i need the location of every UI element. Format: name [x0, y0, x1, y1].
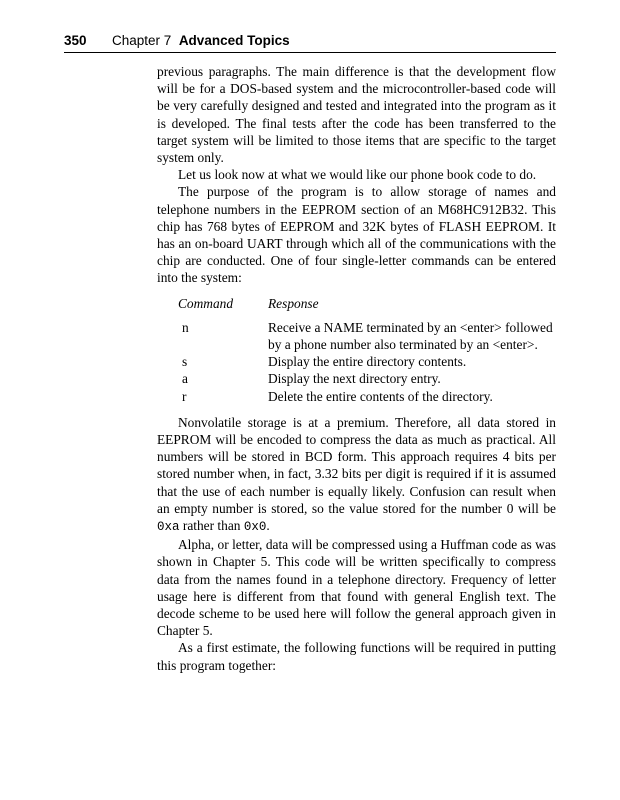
- command-response: Display the next directory entry.: [268, 371, 441, 387]
- command-key: r: [182, 388, 187, 404]
- code-literal: 0xa: [157, 520, 180, 535]
- command-response: Display the entire directory contents.: [268, 354, 467, 370]
- command-response: Receive a NAME terminated by an <enter> followed by a phone number also terminated by an <enter>.: [268, 319, 553, 353]
- paragraph-text: rather than: [179, 518, 244, 534]
- command-table: [157, 295, 556, 405]
- command-row: [157, 319, 556, 353]
- header-rule: [64, 52, 556, 53]
- body-text: [157, 63, 556, 674]
- command-key: a: [182, 371, 188, 387]
- paragraph: Alpha, or letter, data will be compressed using a Huffman code as was shown in Chapter 5. This code will be written specifically to compress data from the names found in a telephone directory. Frequency of letter usage here is different from that found with general English text. The decode scheme to be used here will follow the general approach given in Chapter 5.: [157, 537, 556, 639]
- command-key: n: [182, 319, 189, 335]
- paragraph: [157, 414, 556, 536]
- command-row: [157, 353, 556, 370]
- paragraph-text: Nonvolatile storage is at a premium. Therefore, all data stored in EEPROM will be encoded to compress the data as much as practical. All numbers will be stored in BCD form. This approach requires 4 bits per stored number when, in fact, 3.32 bits per digit is required if it is assumed that the use of each number is equally likely. Confusion can result when an empty number is stored, so the value stored for the number 0 will be: [157, 414, 556, 516]
- paragraph: Let us look now at what we would like our phone book code to do.: [178, 167, 537, 183]
- command-key: s: [182, 354, 188, 370]
- code-literal: 0x0: [243, 520, 267, 535]
- running-header: [64, 33, 556, 53]
- column-header-command: Command: [178, 295, 234, 311]
- paragraph-continuation: previous paragraphs. The main difference is that the development flow will be for a DOS-based system and the microcontroller-based code will be very carefully designed and tested and integrated into the program as it is developed. The final tests after the code has been transferred to the target system will be limited to those items that are specific to the target system only.: [157, 64, 556, 166]
- paragraph: As a first estimate, the following functions will be required in putting this program together:: [157, 640, 556, 673]
- section-topic: Advanced Topics: [178, 33, 290, 48]
- command-row: [157, 370, 556, 387]
- page-number: 350: [64, 33, 87, 48]
- command-response: Delete the entire contents of the directory.: [268, 388, 493, 404]
- paragraph-text: .: [266, 518, 270, 534]
- chapter-label: Chapter 7: [112, 33, 172, 48]
- paragraph: The purpose of the program is to allow storage of names and telephone numbers in the EEPROM section of an M68HC912B32. This chip has 768 bytes of EEPROM and 32K bytes of FLASH EEPROM. It has an on-board UART through which all of the communications with the chip are conducted. One of four single-letter commands can be entered into the system:: [157, 184, 556, 286]
- command-table-header: [157, 295, 556, 312]
- command-row: [157, 388, 556, 405]
- chapter-title: [112, 33, 290, 48]
- column-header-response: Response: [268, 295, 319, 311]
